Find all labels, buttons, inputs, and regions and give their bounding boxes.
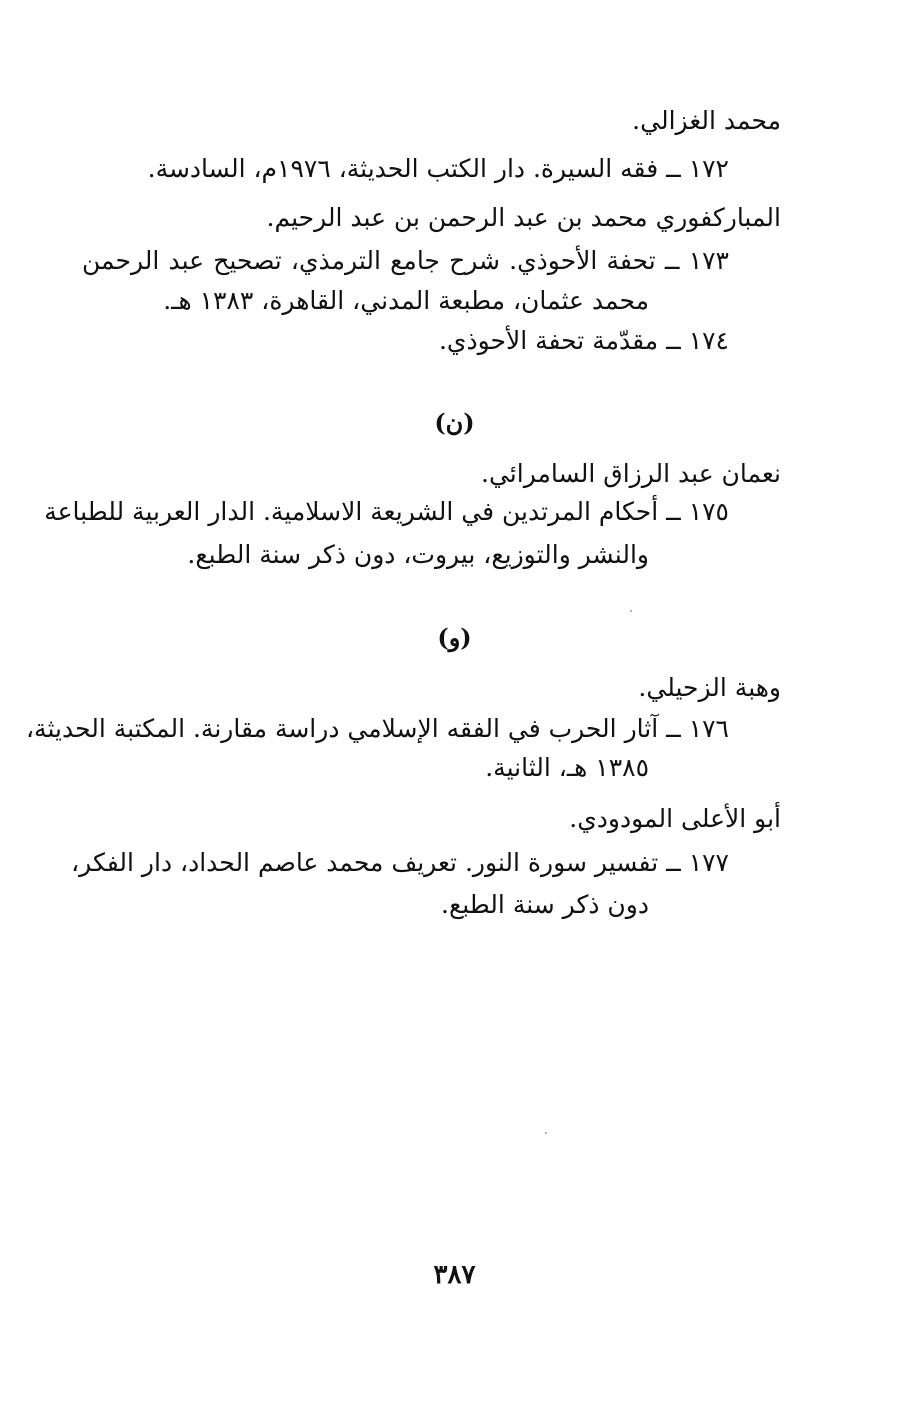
author-name: أبو الأعلى المودودي. xyxy=(569,804,781,833)
author-name: وهبة الزحيلي. xyxy=(638,673,781,702)
bibliography-entry-173-line-2: محمد عثمان، مطبعة المدني، القاهرة، ١٣٨٣ هـ. xyxy=(163,286,649,315)
scan-speck xyxy=(545,1132,547,1134)
bibliography-entry-176-line-1: ١٧٦ ــ آثار الحرب في الفقه الإسلامي دراسة مقارنة. المكتبة الحديثة، xyxy=(25,714,729,743)
bibliography-entry-177-line-1: ١٧٧ ــ تفسير سورة النور. تعريف محمد عاصم الحداد، دار الفكر، xyxy=(71,848,729,877)
author-name: نعمان عبد الرزاق السامرائي. xyxy=(481,459,781,488)
author-name: محمد الغزالي. xyxy=(632,106,781,135)
bibliography-entry-173-line-1: ١٧٣ ــ تحفة الأحوذي. شرح جامع الترمذي، تصحيح عبد الرحمن xyxy=(82,246,729,275)
section-heading-waw: (و) xyxy=(437,623,472,652)
scan-speck xyxy=(630,610,632,612)
page-number: ٣٨٧ xyxy=(433,1260,476,1290)
bibliography-entry-176-line-2: ١٣٨٥ هـ، الثانية. xyxy=(485,753,649,782)
author-name: المباركفوري محمد بن عبد الرحمن بن عبد الرحيم. xyxy=(266,203,781,232)
section-heading-noon: (ن) xyxy=(434,408,475,437)
bibliography-entry-175-line-2: والنشر والتوزيع، بيروت، دون ذكر سنة الطبع. xyxy=(187,540,649,569)
bibliography-entry-175-line-1: ١٧٥ ــ أحكام المرتدين في الشريعة الاسلامية. الدار العربية للطباعة xyxy=(44,497,729,526)
bibliography-entry-172: ١٧٢ ــ فقه السيرة. دار الكتب الحديثة، ١٩٧٦م، السادسة. xyxy=(147,154,729,183)
bibliography-entry-174: ١٧٤ ــ مقدّمة تحفة الأحوذي. xyxy=(438,326,729,355)
bibliography-entry-177-line-2: دون ذكر سنة الطبع. xyxy=(441,890,649,919)
